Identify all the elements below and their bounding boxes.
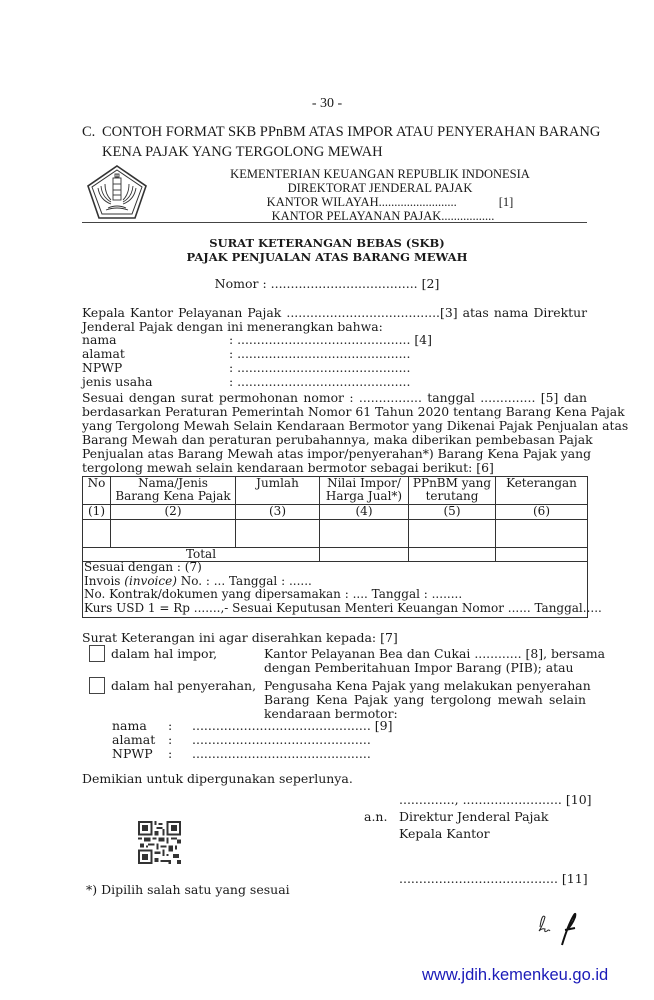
goods-table <box>82 476 588 562</box>
page-number: - 30 - <box>311 96 343 111</box>
header-value: Nilai Impor/ Harga Jual*) <box>320 477 409 505</box>
footnote: *) Dipilih salah satu yang sesuai <box>86 882 290 897</box>
field-label: nama <box>82 332 117 347</box>
field-row: nama : ............................................. [9] <box>112 718 393 733</box>
table-row <box>83 520 588 548</box>
table-cell <box>83 520 111 548</box>
table-cell <box>320 520 409 548</box>
section-label: C. <box>82 124 96 140</box>
column-number: (5) <box>409 505 496 520</box>
field-row <box>82 333 432 347</box>
table-cell <box>409 520 496 548</box>
letterhead <box>200 167 560 223</box>
field-row <box>82 375 432 389</box>
delivery-intro: Surat Keterangan ini agar diserahkan kepada: [7] <box>82 630 398 645</box>
column-number: (2) <box>111 505 236 520</box>
table-cell <box>496 520 588 548</box>
import-option-desc: Kantor Pelayanan Bea dan Cukai ............ [8], bersama dengan Pemberitahuan Impor Barang (PIB); atau <box>264 646 606 675</box>
table-notes <box>82 560 602 618</box>
notes-line: No. Kontrak/dokumen yang dipersamakan : .... Tanggal : ........ <box>84 587 463 601</box>
document-title-line2: PAJAK PENJUALAN ATAS BARANG MEWAH <box>186 250 468 264</box>
field-value: : ............................................ [4] <box>229 332 432 347</box>
opening-line: Kepala Kantor Pelayanan Pajak .......................................[3] atas nama Direktur <box>82 305 587 320</box>
letterhead-ministry: KEMENTERIAN KEUANGAN REPUBLIK INDONESIA <box>230 167 530 181</box>
letterhead-directorate: DIREKTORAT JENDERAL PAJAK <box>287 181 473 195</box>
table-cell <box>236 520 320 548</box>
recipient-fields <box>112 719 392 761</box>
field-value: : ............................................ <box>229 360 411 375</box>
delivery-checkbox[interactable] <box>89 677 105 694</box>
document-number: Nomor : ..................................... [2] <box>214 276 440 291</box>
basis-line: berdasarkan Peraturan Pemerintah Nomor 61 Tahun 2020 tentang Barang Kena Pajak <box>82 403 625 419</box>
letterhead-divider <box>82 222 587 223</box>
signature-name: ........................................ [11] <box>399 871 588 886</box>
opening-line: Jenderal Pajak dengan ini menerangkan bahwa: <box>82 318 383 334</box>
taxpayer-fields <box>82 333 432 389</box>
letterhead-ref: [1] <box>498 195 514 209</box>
import-checkbox[interactable] <box>89 645 105 662</box>
signature-an: a.n. <box>364 809 388 824</box>
import-option-label: dalam hal impor, <box>111 646 218 661</box>
field-row <box>82 347 432 361</box>
field-value: : ............................................ <box>229 374 411 389</box>
delivery-option-label: dalam hal penyerahan, <box>111 678 257 693</box>
table-column-numbers-row <box>83 505 588 520</box>
basis-line: Sesuai dengan surat permohonan nomor : ................ tanggal .............. [5] dan <box>82 390 587 405</box>
section-title-line1: CONTOH FORMAT SKB PPnBM ATAS IMPOR ATAU PENYERAHAN BARANG <box>102 124 601 140</box>
basis-line: tergolong mewah selain kendaraan bermotor sebagai berikut: [6] <box>82 459 494 475</box>
column-number: (4) <box>320 505 409 520</box>
basis-line: Penjualan atas Barang Mewah atas impor/penyerahan*) Barang Kena Pajak yang <box>82 445 592 461</box>
header-quantity: Jumlah <box>236 477 320 505</box>
delivery-option-desc: Pengusaha Kena Pajak yang melakukan penyerahan Barang Kena Pajak yang tergolong mewah selain kendaraan bermotor: <box>264 678 591 721</box>
field-value: : ............................................ <box>229 346 411 361</box>
header-goods-name: Nama/Jenis Barang Kena Pajak <box>111 477 236 505</box>
signature-on-behalf: Direktur Jenderal Pajak <box>399 809 549 824</box>
letterhead-tax-office: KANTOR PELAYANAN PAJAK................. <box>271 209 495 223</box>
header-remarks: Keterangan <box>496 477 588 505</box>
notes-line: Invois (invoice) No. : ... Tanggal : ...... <box>84 573 312 588</box>
watermark-url[interactable]: www.jdih.kemenkeu.go.id <box>422 966 609 984</box>
section-title-line2: KENA PAJAK YANG TERGOLONG MEWAH <box>102 144 383 160</box>
basis-paragraph <box>82 390 629 475</box>
basis-line: Barang Mewah dan peraturan perubahannya, maka diberikan pembebasan Pajak <box>82 431 593 447</box>
column-number: (3) <box>236 505 320 520</box>
document-title-line1: SURAT KETERANGAN BEBAS (SKB) <box>209 236 445 250</box>
document-title <box>0 236 654 264</box>
field-row <box>82 361 432 375</box>
total-cell <box>496 548 588 562</box>
table-cell <box>111 520 236 548</box>
opening-paragraph <box>82 306 587 334</box>
total-label: Total <box>83 548 320 562</box>
table-header-row <box>83 477 588 505</box>
initials-signature-icon <box>532 905 592 950</box>
column-number: (6) <box>496 505 588 520</box>
qr-code-icon <box>138 821 181 864</box>
section-title <box>82 122 600 162</box>
signature-place-date: .............., ......................... [10] <box>399 792 592 807</box>
notes-line: Sesuai dengan : (7) <box>84 560 202 574</box>
field-label: alamat <box>82 346 125 361</box>
field-row: alamat : ............................................. <box>112 732 371 747</box>
letterhead-regional-office: KANTOR WILAYAH......................... [1] <box>266 195 514 209</box>
total-cell <box>409 548 496 562</box>
column-number: (1) <box>83 505 111 520</box>
basis-line: yang Tergolong Mewah Selain Kendaraan Bermotor yang Dikenai Pajak Penjualan atas <box>82 417 629 433</box>
header-no: No <box>83 477 111 505</box>
header-ppnbm: PPnBM yang terutang <box>409 477 496 505</box>
notes-line: Kurs USD 1 = Rp .......,- Sesuai Keputusan Menteri Keuangan Nomor ...... Tanggal..... <box>84 600 602 615</box>
total-cell <box>320 548 409 562</box>
field-label: NPWP <box>82 360 123 375</box>
field-row: NPWP : ............................................. <box>112 746 371 761</box>
field-label: jenis usaha <box>82 374 153 389</box>
closing-text: Demikian untuk dipergunakan seperlunya. <box>82 771 353 786</box>
kemenkeu-logo-icon <box>86 164 148 220</box>
signature-position: Kepala Kantor <box>399 826 490 841</box>
